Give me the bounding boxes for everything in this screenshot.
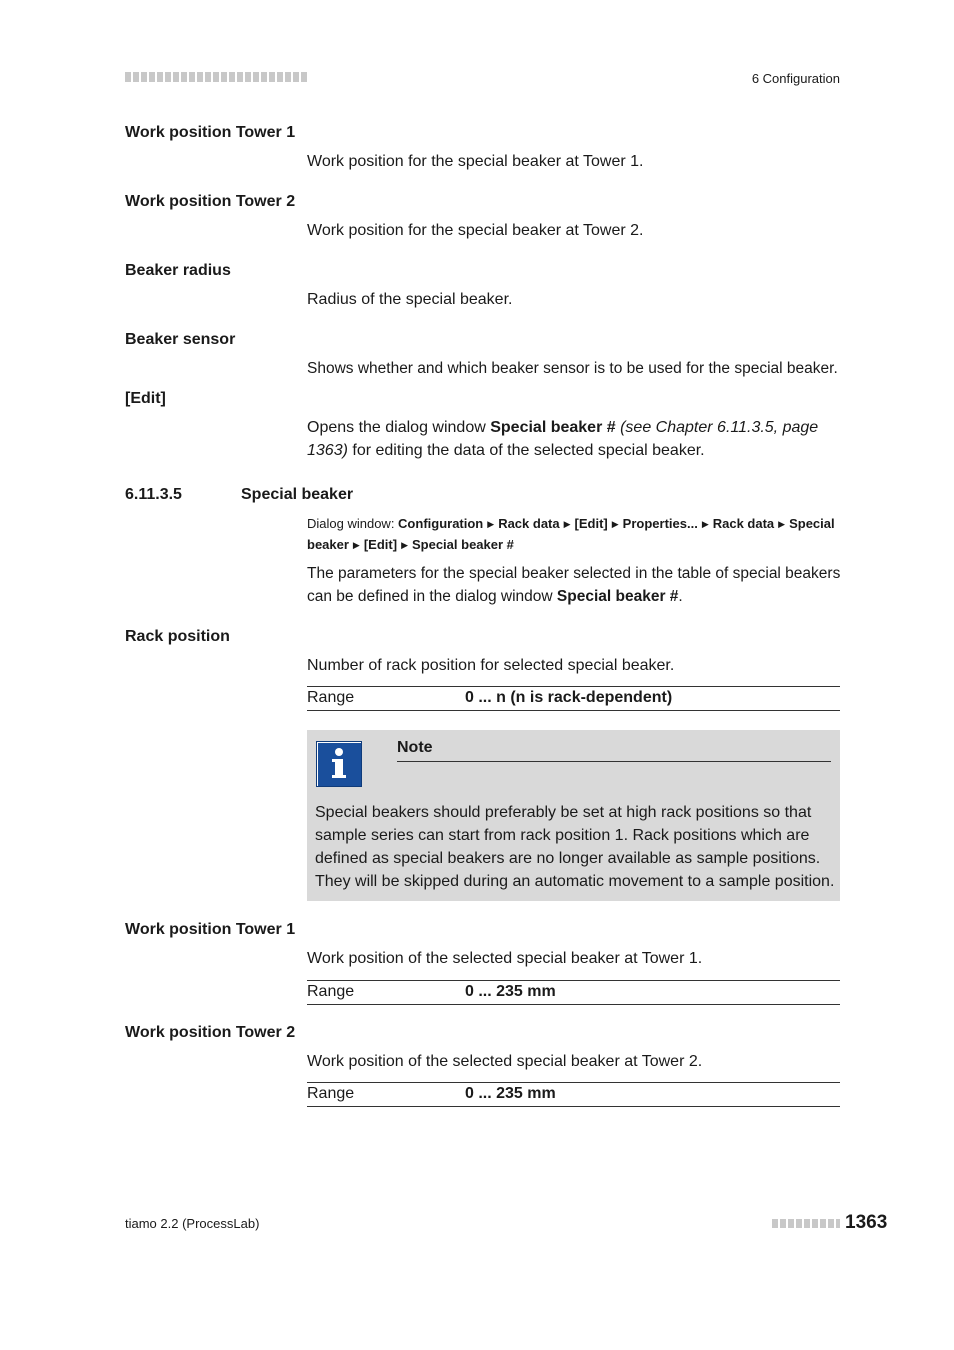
section-intro: The parameters for the special beaker selected in the table of special beakers can be defined in the dialog window Special beaker #. xyxy=(307,565,841,605)
param-term: Beaker radius xyxy=(125,262,231,279)
path-arrow-icon: ▶ xyxy=(401,540,408,550)
param-term: Work position Tower 1 xyxy=(125,921,296,938)
range-label: Range xyxy=(307,689,355,706)
param-desc: Radius of the special beaker. xyxy=(307,291,513,308)
path-arrow-icon: ▶ xyxy=(701,519,709,529)
range-value: 0 ... 235 mm xyxy=(465,983,556,1000)
param-term: Rack position xyxy=(125,628,230,645)
dialog-path: Dialog window: Configuration ▶ Rack data ▶ [Edit] ▶ Properties... ▶ Rack data ▶ Special beaker ▶ [Edit] ▶ Special beaker # xyxy=(307,516,835,552)
footer-decoration xyxy=(772,1219,840,1228)
param-desc: Work position of the selected special beaker at Tower 2. xyxy=(307,1053,703,1070)
path-arrow-icon: ▶ xyxy=(778,519,786,529)
page-number: 1363 xyxy=(845,1212,888,1233)
param-desc: Number of rack position for selected special beaker. xyxy=(307,657,675,674)
path-arrow-icon: ▶ xyxy=(352,540,360,550)
note-title: Note xyxy=(397,739,433,756)
edit-button-term: [Edit] xyxy=(125,390,166,407)
param-term: Work position Tower 1 xyxy=(125,124,296,141)
path-arrow-icon: ▶ xyxy=(487,519,495,529)
param-term: Beaker sensor xyxy=(125,331,236,348)
note-body: Special beakers should preferably be set at high rack positions so that sample series can start from rack position 1. Rack positions which are defined as special beakers are no longer available as sample positions. They will be skipped during an automatic movement to a sample position. xyxy=(315,804,835,890)
param-desc: Work position for the special beaker at Tower 2. xyxy=(307,222,644,239)
range-row xyxy=(307,1082,840,1107)
footer-product: tiamo 2.2 (ProcessLab) xyxy=(125,1216,260,1231)
edit-desc: Opens the dialog window Special beaker # (see Chapter 6.11.3.5, page 1363) for editing the data of the selected special beaker. xyxy=(307,419,819,459)
chapter-reference-link[interactable]: (see Chapter 6.11.3.5, page 1363) xyxy=(307,419,819,459)
range-row xyxy=(307,980,840,1005)
header-decoration xyxy=(125,72,307,82)
note-divider xyxy=(397,761,831,762)
range-label: Range xyxy=(307,1085,355,1102)
param-desc: Work position for the special beaker at Tower 1. xyxy=(307,153,644,170)
note-box xyxy=(307,730,840,901)
section-title: Special beaker xyxy=(241,486,354,503)
range-value: 0 ... n (n is rack-dependent) xyxy=(465,689,673,706)
param-term: Work position Tower 2 xyxy=(125,1024,296,1041)
path-arrow-icon: ▶ xyxy=(563,519,571,529)
path-arrow-icon: ▶ xyxy=(611,519,619,529)
param-desc: Shows whether and which beaker sensor is to be used for the special beaker. xyxy=(307,360,838,377)
param-desc: Work position of the selected special beaker at Tower 1. xyxy=(307,950,703,967)
section-number: 6.11.3.5 xyxy=(125,486,182,503)
range-row xyxy=(307,686,840,711)
range-label: Range xyxy=(307,983,355,1000)
chapter-title: 6 Configuration xyxy=(751,71,840,86)
info-icon xyxy=(316,741,362,787)
param-term: Work position Tower 2 xyxy=(125,193,296,210)
range-value: 0 ... 235 mm xyxy=(465,1085,556,1102)
